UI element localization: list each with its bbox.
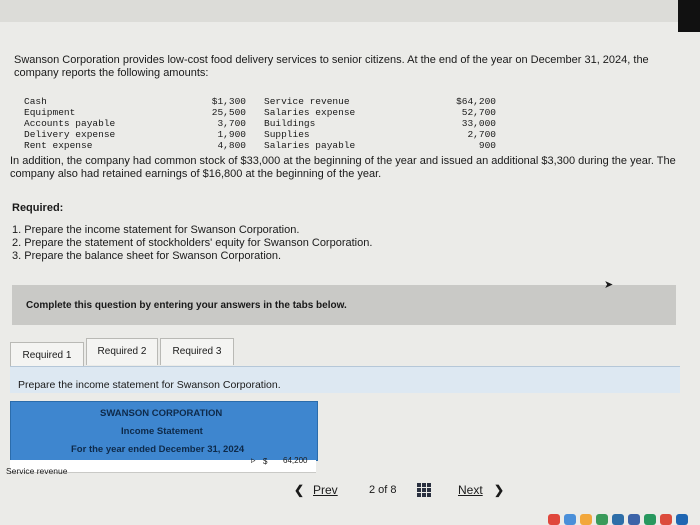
row-label-input[interactable]: Service revenue xyxy=(6,466,68,476)
tab-required-3[interactable]: Required 3 xyxy=(160,338,234,365)
instructions-text: Complete this question by entering your answers in the tabs below. xyxy=(26,300,347,311)
statement-company: SWANSON CORPORATION xyxy=(100,408,223,419)
corner-shadow xyxy=(678,0,700,32)
tab-required-1[interactable]: Required 1 xyxy=(10,342,84,369)
tab-instruction: Prepare the income statement for Swanson Corporation. xyxy=(18,379,281,391)
problem-intro: Swanson Corporation provides low-cost food delivery services to senior citizens. At the end of the year on December 31, 2024, the company reports the following amounts: xyxy=(14,54,649,79)
next-button[interactable]: Next xyxy=(458,483,483,497)
requirement-1: 1. Prepare the income statement for Swanson Corporation. xyxy=(12,224,300,236)
chevron-left-icon[interactable]: ❮ xyxy=(294,483,305,497)
additional-info: In addition, the company had common stock of $33,000 at the beginning of the year and issued an additional $3,300 during the year. The company also had retained earnings of $16,800 at the beginning of the year. xyxy=(10,155,676,180)
browser-top-bar xyxy=(0,0,700,22)
flag-icon: ▹ xyxy=(251,455,256,465)
tab-required-2[interactable]: Required 2 xyxy=(86,338,158,365)
requirement-2: 2. Prepare the statement of stockholders' equity for Swanson Corporation. xyxy=(12,237,373,249)
prev-button[interactable]: Prev xyxy=(313,483,338,497)
statement-period: For the year ended December 31, 2024 xyxy=(71,444,245,455)
accounts-right-values: $64,200 52,700 33,000 2,700 900 xyxy=(456,96,496,151)
requirement-3: 3. Prepare the balance sheet for Swanson Corporation. xyxy=(12,250,282,262)
required-heading: Required: xyxy=(12,202,64,214)
chevron-right-icon[interactable]: ❯ xyxy=(494,483,505,497)
cursor-icon: ➤ xyxy=(604,279,614,291)
requirements-list xyxy=(12,224,372,263)
accounts-left-names: Cash Equipment Accounts payable Delivery expense Rent expense xyxy=(24,96,116,151)
grid-icon[interactable] xyxy=(417,483,431,497)
dock-strip xyxy=(548,514,700,525)
accounts-right-names: Service revenue Salaries expense Buildings Supplies Salaries payable xyxy=(264,96,356,151)
page-indicator: 2 of 8 xyxy=(369,484,397,496)
accounts-left-values: $1,300 25,500 3,700 1,900 4,800 xyxy=(211,96,246,151)
statement-title: Income Statement xyxy=(121,426,203,437)
row-amount-input[interactable]: 64,200 xyxy=(283,456,308,465)
row-currency: $ xyxy=(263,457,268,466)
